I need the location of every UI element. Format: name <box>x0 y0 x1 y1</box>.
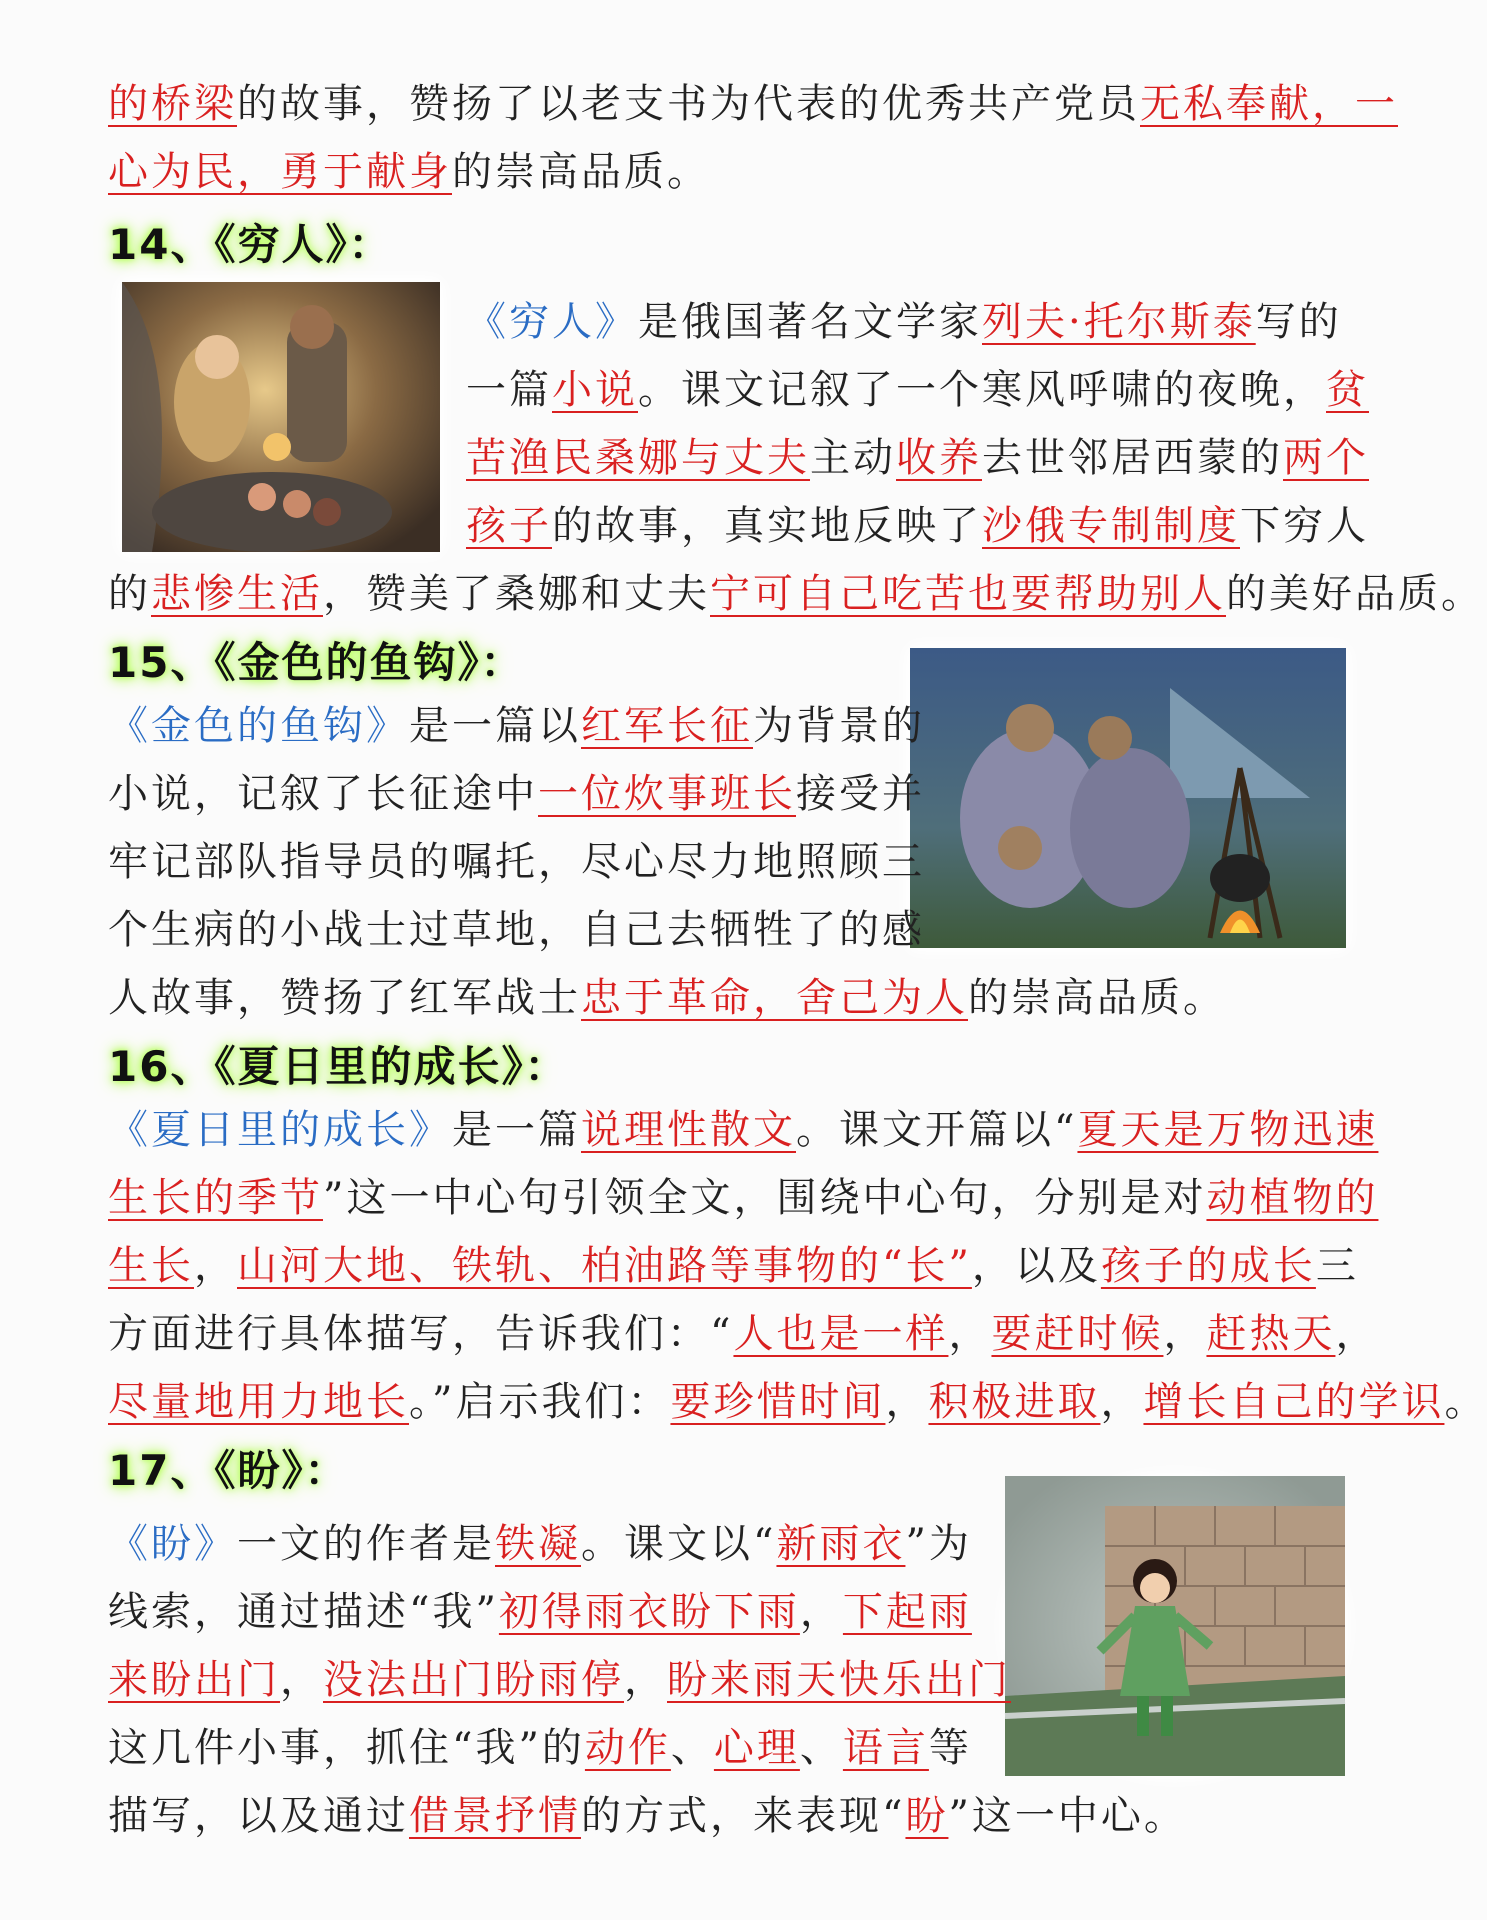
text: 下穷人 <box>1240 503 1369 549</box>
text: ，赞美了桑娜和丈夫 <box>323 571 710 617</box>
text: ， <box>1163 1311 1207 1357</box>
text: 、 <box>670 1725 714 1771</box>
text: 线索，通过描述“我” <box>108 1589 499 1635</box>
title-ref: 《夏日里的成长》 <box>108 1107 452 1153</box>
text: 牢记部队指导员的嘱托，尽心尽力地照顾三 <box>108 839 925 885</box>
text: 等 <box>928 1725 972 1771</box>
key-phrase: 贫 <box>1326 367 1369 413</box>
s16-line-3 <box>108 1232 1359 1300</box>
text: 、 <box>799 1725 843 1771</box>
key-phrase: 积极进取 <box>928 1379 1101 1425</box>
poor-family-illustration <box>122 282 440 552</box>
key-phrase: 盼 <box>905 1793 949 1839</box>
key-phrase: 山河大地、铁轨、柏油路等事物的“长” <box>237 1243 972 1289</box>
intro-line-2 <box>108 138 710 206</box>
key-phrase: 来盼出门 <box>108 1657 280 1703</box>
key-phrase: 宁可自己吃苦也要帮助别人 <box>710 571 1226 617</box>
key-phrase: 列夫·托尔斯泰 <box>982 299 1256 345</box>
text: 三 <box>1315 1243 1359 1289</box>
text: ”这一中心句引领全文，围绕中心句，分别是对 <box>323 1175 1207 1221</box>
text: 小说，记叙了长征途中 <box>108 771 538 817</box>
section-16-heading: 16、《夏日里的成长》： <box>108 1042 569 1091</box>
text: 主动 <box>810 435 896 481</box>
text: 这几件小事，抓住“我”的 <box>108 1725 585 1771</box>
key-phrase: 心为民，勇于献身 <box>108 149 452 195</box>
text: 是一篇以 <box>409 703 581 749</box>
key-phrase: 红军长征 <box>581 703 753 749</box>
text: ”为 <box>905 1521 972 1567</box>
s17-line-3 <box>108 1646 1011 1714</box>
text: 。课文以“ <box>581 1521 777 1567</box>
key-phrase: 盼来雨天快乐出门 <box>667 1657 1011 1703</box>
key-phrase: 语言 <box>842 1725 929 1771</box>
key-phrase: 一位炊事班长 <box>538 771 796 817</box>
key-phrase: 铁凝 <box>495 1521 581 1567</box>
section-17-heading: 17、《盼》： <box>108 1446 349 1495</box>
s16-line-1 <box>108 1096 1378 1164</box>
text: 一篇 <box>466 367 552 413</box>
text: 。课文开篇以“ <box>796 1107 1078 1153</box>
text: 的方式，来表现“ <box>581 1793 906 1839</box>
text: ，以及 <box>971 1243 1101 1289</box>
key-phrase: 说理性散文 <box>581 1107 796 1153</box>
key-phrase: 生长 <box>108 1243 194 1289</box>
intro-line-1 <box>108 70 1398 138</box>
text: ， <box>885 1379 929 1425</box>
s16-line-2 <box>108 1164 1378 1232</box>
text: 。课文记叙了一个寒风呼啸的夜晚， <box>638 367 1326 413</box>
s16-line-4 <box>108 1300 1378 1368</box>
key-phrase: 生长的季节 <box>108 1175 323 1221</box>
girl-in-raincoat-illustration <box>1005 1476 1345 1776</box>
text: 人故事，赞扬了红军战士 <box>108 975 581 1021</box>
key-phrase: 赶热天 <box>1206 1311 1336 1357</box>
text: ， <box>799 1589 843 1635</box>
key-phrase: 新雨衣 <box>776 1521 906 1567</box>
title-ref: 《盼》 <box>108 1521 237 1567</box>
key-phrase: 没法出门盼雨停 <box>323 1657 624 1703</box>
key-phrase: 无私奉献，一 <box>1140 81 1398 127</box>
key-phrase: 动植物的 <box>1206 1175 1379 1221</box>
key-phrase: 要珍惜时间 <box>670 1379 886 1425</box>
text: ， <box>1100 1379 1144 1425</box>
key-phrase: 心理 <box>713 1725 800 1771</box>
key-phrase: 收养 <box>896 435 982 481</box>
key-phrase: 夏天是万物迅速 <box>1077 1107 1379 1153</box>
key-phrase: 忠于革命，舍己为人 <box>581 975 968 1021</box>
key-phrase: 增长自己的学识 <box>1143 1379 1445 1425</box>
s17-line-2 <box>108 1578 972 1646</box>
text: 接受并 <box>796 771 925 817</box>
text: 个生病的小战士过草地，自己去牺牲了的感 <box>108 907 925 953</box>
key-phrase: 初得雨衣盼下雨 <box>498 1589 800 1635</box>
key-phrase: 要赶时候 <box>991 1311 1164 1357</box>
text: ， <box>194 1243 237 1289</box>
text: 的 <box>108 571 151 617</box>
s14-line-1 <box>466 288 1342 356</box>
text: 。”启示我们： <box>409 1379 671 1425</box>
s14-line-4 <box>466 492 1369 560</box>
key-phrase: 悲惨生活 <box>151 571 323 617</box>
key-phrase: 尽量地用力地长 <box>108 1379 409 1425</box>
section-14-heading: 14、《穷人》： <box>108 220 393 269</box>
title-ref: 《金色的鱼钩》 <box>108 703 409 749</box>
key-phrase: 借景抒情 <box>409 1793 581 1839</box>
key-phrase: 小说 <box>552 367 638 413</box>
text: 的崇高品质。 <box>968 975 1226 1021</box>
s15-line-4 <box>108 896 925 964</box>
text: 是俄国著名文学家 <box>638 299 982 345</box>
text: 的故事，赞扬了以老支书为代表的优秀共产党员 <box>237 81 1140 127</box>
text: 为背景的 <box>753 703 925 749</box>
key-phrase: 的桥梁 <box>108 81 237 127</box>
text: 是一篇 <box>452 1107 581 1153</box>
section-15-heading: 15、《金色的鱼钩》： <box>108 638 525 687</box>
text: ， <box>948 1311 992 1357</box>
key-phrase: 两个 <box>1283 435 1369 481</box>
text: ”这一中心。 <box>948 1793 1187 1839</box>
text: 。 <box>1444 1379 1487 1425</box>
s15-line-1 <box>108 692 925 760</box>
s16-line-5 <box>108 1368 1487 1436</box>
s15-line-3 <box>108 828 925 896</box>
key-phrase: 动作 <box>584 1725 671 1771</box>
key-phrase: 沙俄专制制度 <box>982 503 1240 549</box>
text: 描写，以及通过 <box>108 1793 409 1839</box>
text: 的美好品质。 <box>1226 571 1484 617</box>
key-phrase: 苦渔民桑娜与丈夫 <box>466 435 810 481</box>
s17-line-4 <box>108 1714 972 1782</box>
s15-line-5 <box>108 964 1226 1032</box>
text: ， <box>624 1657 667 1703</box>
s17-line-5 <box>108 1782 1187 1850</box>
text: 方面进行具体描写，告诉我们：“ <box>108 1311 734 1357</box>
s17-line-1 <box>108 1510 972 1578</box>
s15-line-2 <box>108 760 925 828</box>
s14-line-2 <box>466 356 1369 424</box>
text: 一文的作者是 <box>237 1521 495 1567</box>
text: 的崇高品质。 <box>452 149 710 195</box>
key-phrase: 下起雨 <box>842 1589 972 1635</box>
text: 的故事，真实地反映了 <box>552 503 982 549</box>
key-phrase: 孩子 <box>466 503 552 549</box>
s14-line-3 <box>466 424 1369 492</box>
text: 写的 <box>1255 299 1342 345</box>
s14-line-5 <box>108 560 1484 628</box>
text: ， <box>280 1657 323 1703</box>
text: 去世邻居西蒙的 <box>982 435 1283 481</box>
key-phrase: 孩子的成长 <box>1100 1243 1316 1289</box>
red-army-illustration <box>910 648 1346 948</box>
title-ref: 《穷人》 <box>466 299 638 345</box>
key-phrase: 人也是一样 <box>733 1311 949 1357</box>
text: ， <box>1335 1311 1379 1357</box>
